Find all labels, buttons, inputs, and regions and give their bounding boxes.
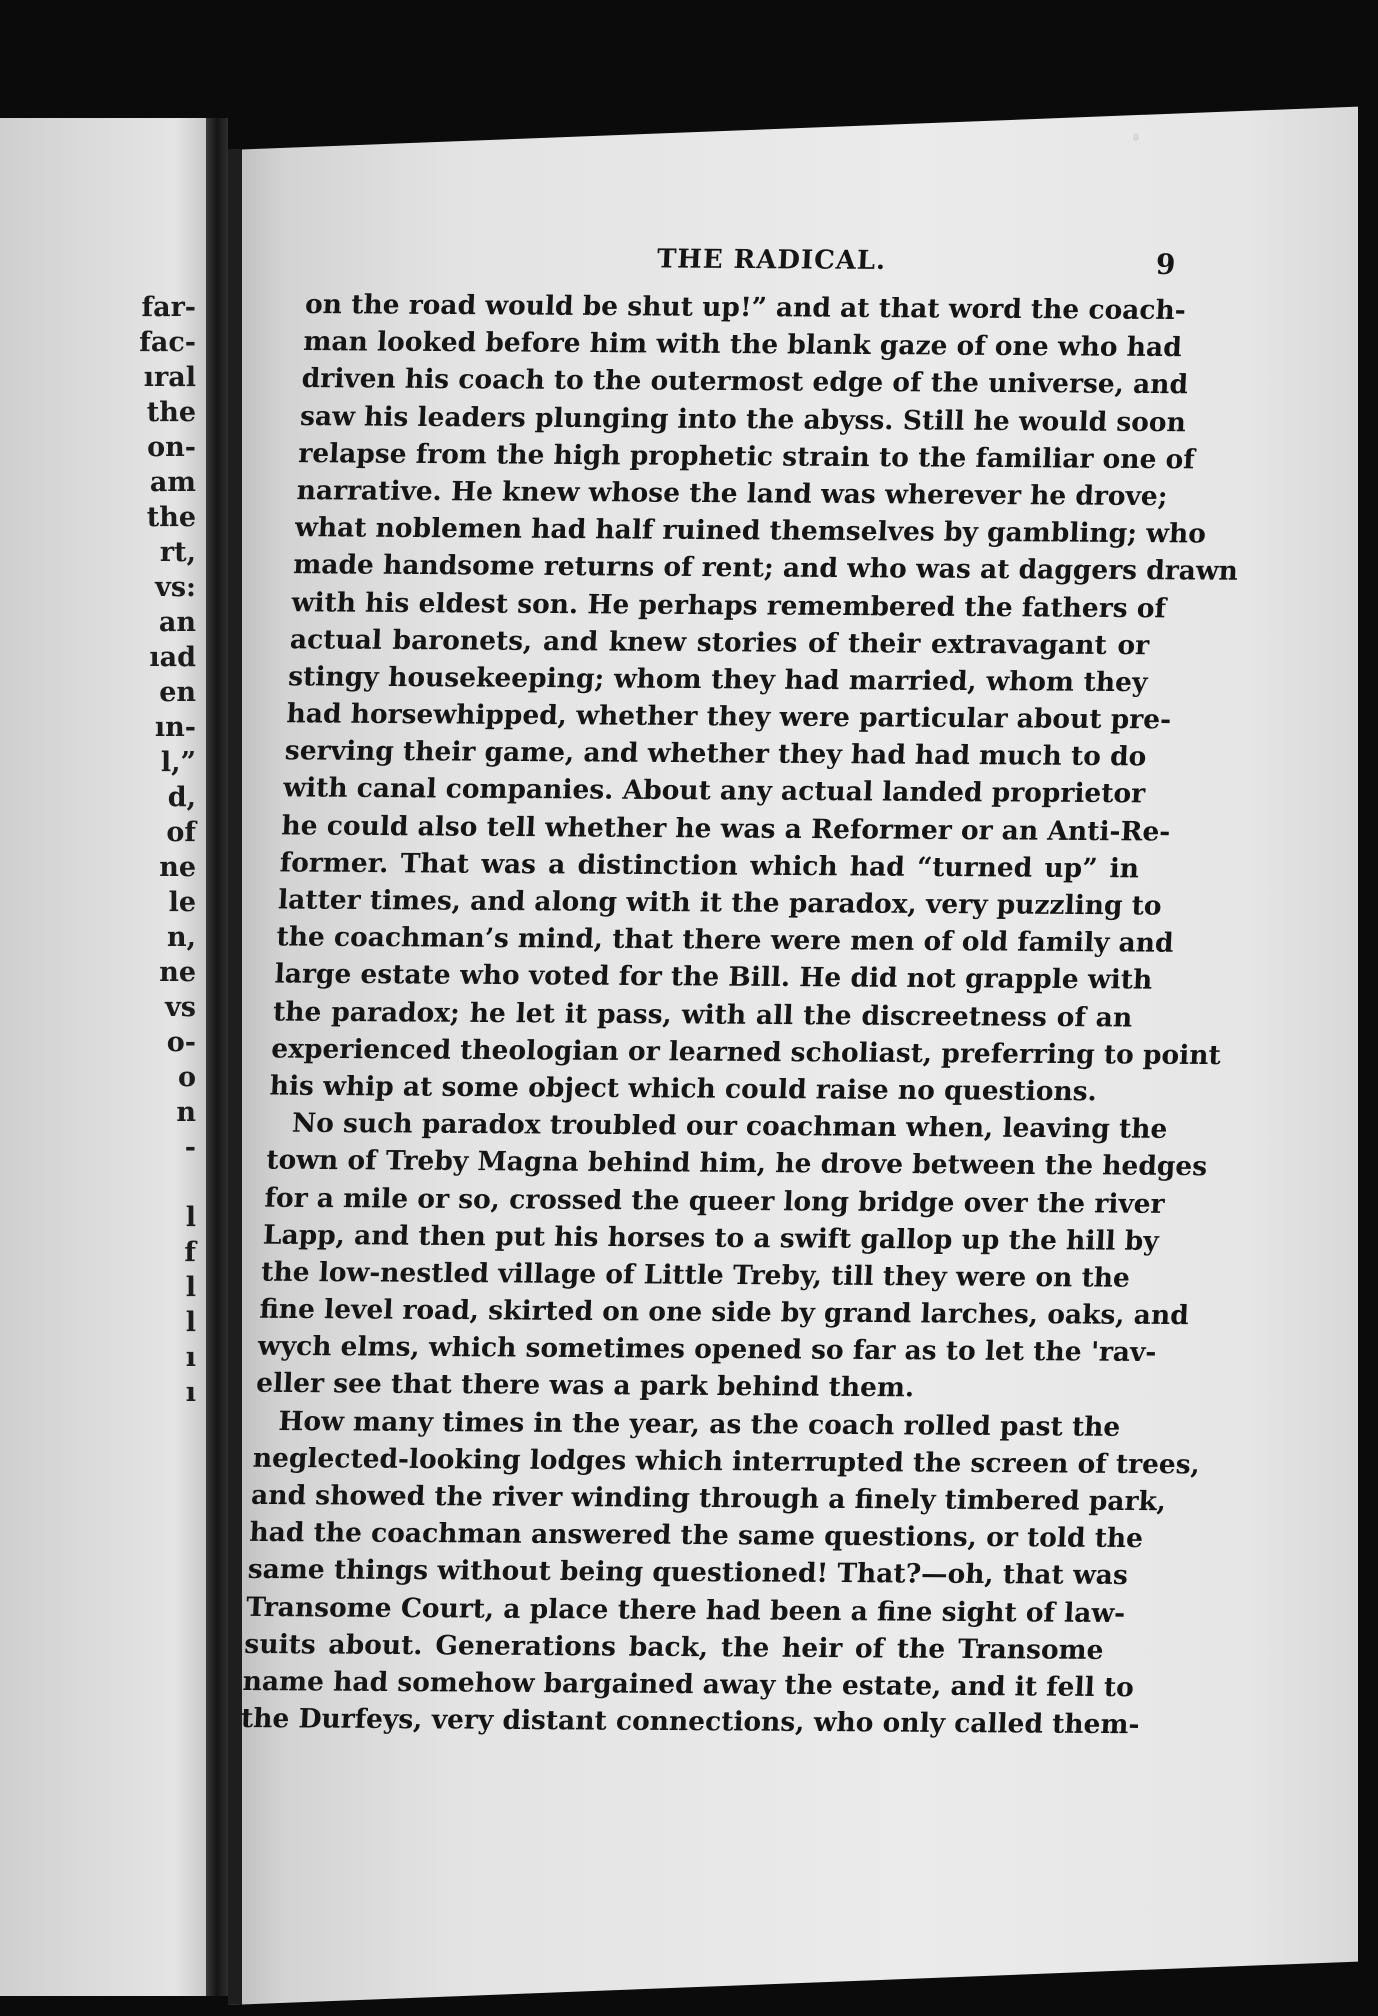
previous-page-fragment-line: ın- xyxy=(154,712,196,743)
text-line: the paradox; he let it pass, with all the discreetness of an xyxy=(272,996,1133,1034)
page-header xyxy=(306,242,1178,292)
previous-page-fragment-line: o xyxy=(177,1062,196,1093)
text-line: the low-nestled village of Little Treby, till they were on the xyxy=(260,1256,1131,1294)
paragraph xyxy=(255,1105,1208,1409)
text-line: narrative. He knew whose the land was wherever he drove; xyxy=(296,475,1169,513)
text-line: Transome Court, a place there had been a fine sight of law- xyxy=(245,1591,1126,1629)
book-page xyxy=(228,107,1358,2005)
text-line: suits about. Generations back, the heir of the Transome xyxy=(243,1628,1105,1666)
text-line: latter times, and along with it the paradox, very puzzling to xyxy=(277,884,1163,922)
page-text-block xyxy=(240,242,1239,1743)
running-head: THE RADICAL. xyxy=(656,244,887,276)
previous-page-fragment-line: ı xyxy=(185,1342,196,1373)
previous-page-fragment-line: ı xyxy=(185,1377,196,1408)
previous-page-fragment-line: f xyxy=(184,1237,196,1268)
text-line: eller see that there was a park behind them. xyxy=(255,1368,915,1404)
previous-page-fragment-line: of xyxy=(166,817,196,848)
text-line: former. That was a distinction which had “turned up” in xyxy=(279,847,1140,885)
previous-page-fragment-line: fac- xyxy=(139,327,196,358)
previous-page-fragment-line: l xyxy=(185,1202,196,1233)
previous-page-fragment-line: on- xyxy=(147,432,196,463)
text-line: he could also tell whether he was a Reformer or an Anti-Re- xyxy=(280,809,1172,848)
text-line: experienced theologian or learned scholiast, preferring to point xyxy=(270,1033,1222,1071)
text-line: town of Treby Magna behind him, he drove between the hedges xyxy=(265,1144,1208,1183)
paragraph xyxy=(240,1402,1201,1743)
previous-page-fragment-line: l xyxy=(185,1272,196,1303)
text-line: with his eldest son. He perhaps remembered the fathers of xyxy=(290,586,1167,624)
text-line: Lapp, and then put his horses to a swift gallop up the hill by xyxy=(262,1219,1160,1257)
previous-page-fragment-line: an xyxy=(158,607,196,638)
paragraph xyxy=(269,286,1239,1111)
previous-page-fragment-line: ıad xyxy=(149,642,196,673)
previous-page-fragment xyxy=(0,118,206,1996)
text-line: man looked before him with the blank gaze of one who had xyxy=(302,326,1183,364)
book-gutter xyxy=(206,118,228,1996)
text-line: fine level road, skirted on one side by grand larches, oaks, and xyxy=(258,1293,1190,1332)
text-line: wych elms, which sometimes opened so far as to let the 'rav- xyxy=(257,1330,1158,1369)
previous-page-fragment-line: n xyxy=(176,1097,196,1128)
text-line: with canal companies. About any actual landed proprietor xyxy=(282,772,1146,810)
text-line: his whip at some object which could raise no questions. xyxy=(269,1070,1098,1108)
text-line: saw his leaders plunging into the abyss. Still he would soon xyxy=(299,400,1187,438)
previous-page-fragment-line: vs: xyxy=(155,572,196,603)
previous-page-line-endings xyxy=(139,290,196,1410)
text-line: serving their game, and whether they had had much to do xyxy=(284,735,1147,773)
dust-speck xyxy=(1133,133,1139,141)
previous-page-fragment-line xyxy=(139,1165,196,1200)
previous-page-fragment-line: am xyxy=(149,467,196,498)
previous-page-fragment-line: vs xyxy=(165,992,196,1023)
text-line: what noblemen had half ruined themselves by gambling; who xyxy=(294,512,1207,550)
text-line: No such paradox troubled our coachman when, leaving the xyxy=(291,1107,1169,1145)
text-line: for a mile or so, crossed the queer long bridge over the river xyxy=(263,1182,1166,1220)
text-line: the coachman’s mind, that there were men of old family and xyxy=(275,921,1175,959)
previous-page-fragment-line: d, xyxy=(167,782,196,813)
previous-page-fragment-line: l xyxy=(185,1307,196,1338)
text-line: and showed the river winding through a finely timbered park, xyxy=(250,1479,1167,1518)
previous-page-fragment-line: ne xyxy=(159,852,196,883)
previous-page-fragment-line: far- xyxy=(141,292,196,323)
text-line: the Durfeys, very distant connections, who only called them- xyxy=(240,1703,1141,1741)
text-line: neglected-looking lodges which interrupted the screen of trees, xyxy=(252,1442,1201,1481)
previous-page-fragment-line: ıral xyxy=(143,362,196,393)
text-line: same things without being questioned! That?—oh, that was xyxy=(247,1554,1129,1592)
previous-page-fragment-line: n, xyxy=(166,922,196,953)
previous-page-fragment-line: en xyxy=(159,677,196,708)
text-line: on the road would be shut up!” and at that word the coach- xyxy=(304,288,1187,327)
previous-page-fragment-line: - xyxy=(184,1132,196,1163)
page-number: 9 xyxy=(1155,247,1178,282)
text-line: driven his coach to the outermost edge of the universe, and xyxy=(301,363,1189,401)
text-line: large estate who voted for the Bill. He did not grapple with xyxy=(274,958,1153,996)
text-line: actual baronets, and knew stories of their extravagant or xyxy=(289,623,1150,661)
previous-page-fragment-line: o- xyxy=(166,1027,196,1058)
previous-page-fragment-line: le xyxy=(168,887,196,918)
text-line: had the coachman answered the same questions, or told the xyxy=(248,1517,1144,1555)
previous-page-fragment-line: rt, xyxy=(159,537,196,568)
text-line: had horsewhipped, whether they were particular about pre- xyxy=(285,698,1172,736)
text-line: made handsome returns of rent; and who was at daggers drawn xyxy=(292,549,1239,588)
text-line: stingy housekeeping; whom they had married, whom they xyxy=(287,661,1149,699)
previous-page-fragment-line: ne xyxy=(159,957,196,988)
text-line: relapse from the high prophetic strain to the familiar one of xyxy=(297,437,1196,476)
previous-page-fragment-line: the xyxy=(146,397,196,428)
text-line: How many times in the year, as the coach rolled past the xyxy=(277,1405,1122,1443)
text-line: name had somehow bargained away the estate, and it fell to xyxy=(242,1665,1135,1704)
previous-page-fragment-line: the xyxy=(146,502,196,533)
previous-page-fragment-line: l,” xyxy=(160,747,196,778)
